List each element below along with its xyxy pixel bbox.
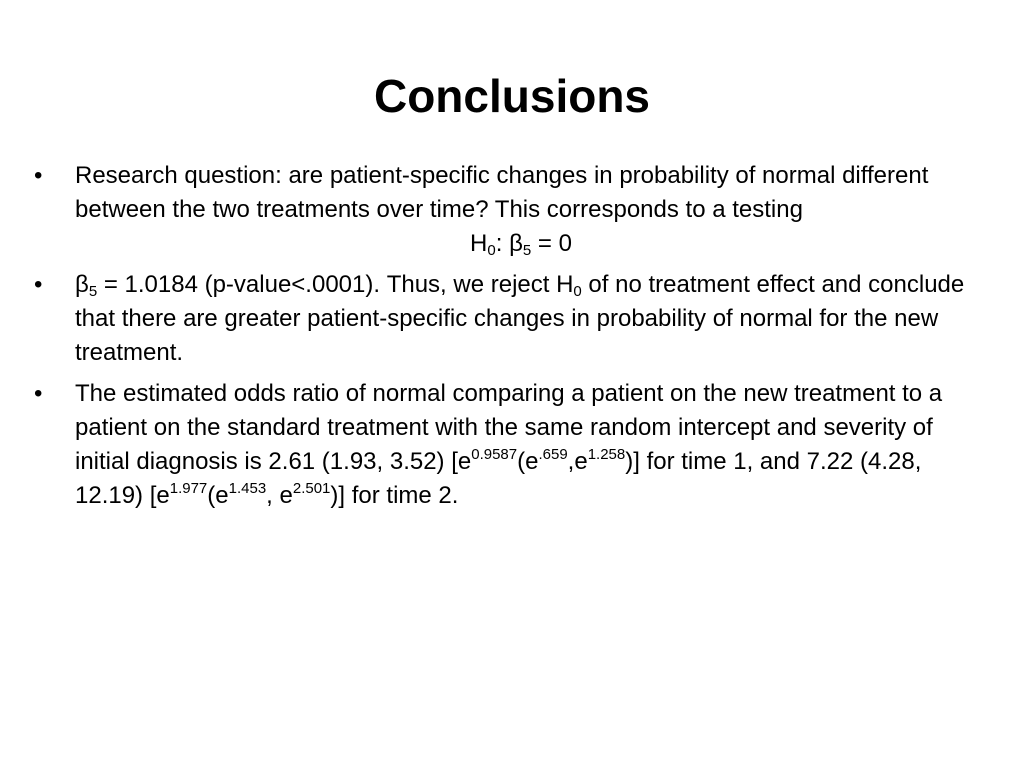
exponent-1: 0.9587 (471, 446, 518, 463)
beta-subscript: 5 (522, 242, 532, 259)
research-question-text: Research question: are patient-specific changes in probability of normal different between the two treatments over time? This corresponds to a testing (75, 162, 929, 223)
bullet-marker: • (34, 162, 43, 189)
exponent-3: 1.258 (587, 446, 626, 463)
estimate-text-part1: = 1.0184 (p-value<.0001). Thus, we reject H (97, 271, 574, 298)
h-subscript: 0 (487, 242, 496, 259)
slide-content (34, 159, 994, 520)
odds-text-part5: (e (207, 482, 229, 509)
exponent-2: .659 (538, 446, 568, 463)
h-symbol: H (470, 230, 488, 257)
exponent-4: 1.977 (169, 480, 208, 497)
bullet-marker: • (34, 380, 43, 407)
beta-subscript: 5 (88, 283, 98, 300)
odds-text-part7: )] for time 2. (330, 482, 459, 509)
odds-text-part2: (e (517, 448, 539, 475)
equals-zero-text: = 0 (531, 230, 572, 257)
estimate-text (75, 268, 994, 370)
colon-text: : (495, 230, 510, 257)
bullet-odds-ratio (34, 377, 994, 513)
odds-text-part4: )] for time 1, and 7.22 (4.28, 12.19) [e (75, 448, 922, 509)
beta-symbol: β (509, 230, 523, 257)
h-subscript: 0 (573, 283, 582, 300)
beta-symbol: β (75, 271, 89, 298)
slide-title: Conclusions (373, 70, 651, 122)
odds-text-part6: , e (266, 482, 293, 509)
odds-ratio-text (75, 377, 994, 513)
bullet-research-question (34, 159, 994, 227)
bullet-marker: • (34, 271, 43, 298)
estimate-text-part2: of no treatment effect and conclude that there are greater patient-specific changes in probability of normal for the new treatment. (75, 271, 965, 366)
odds-text-part3: ,e (567, 448, 588, 475)
null-hypothesis (34, 227, 994, 261)
odds-text-part1: The estimated odds ratio of normal comparing a patient on the new treatment to a patient on the standard treatment with the same random intercept and severity of initial diagnosis is 2.61 (1.93, 3.52) [e (75, 380, 943, 475)
bullet-estimate (34, 268, 994, 370)
exponent-6: 2.501 (292, 480, 331, 497)
exponent-5: 1.453 (228, 480, 267, 497)
